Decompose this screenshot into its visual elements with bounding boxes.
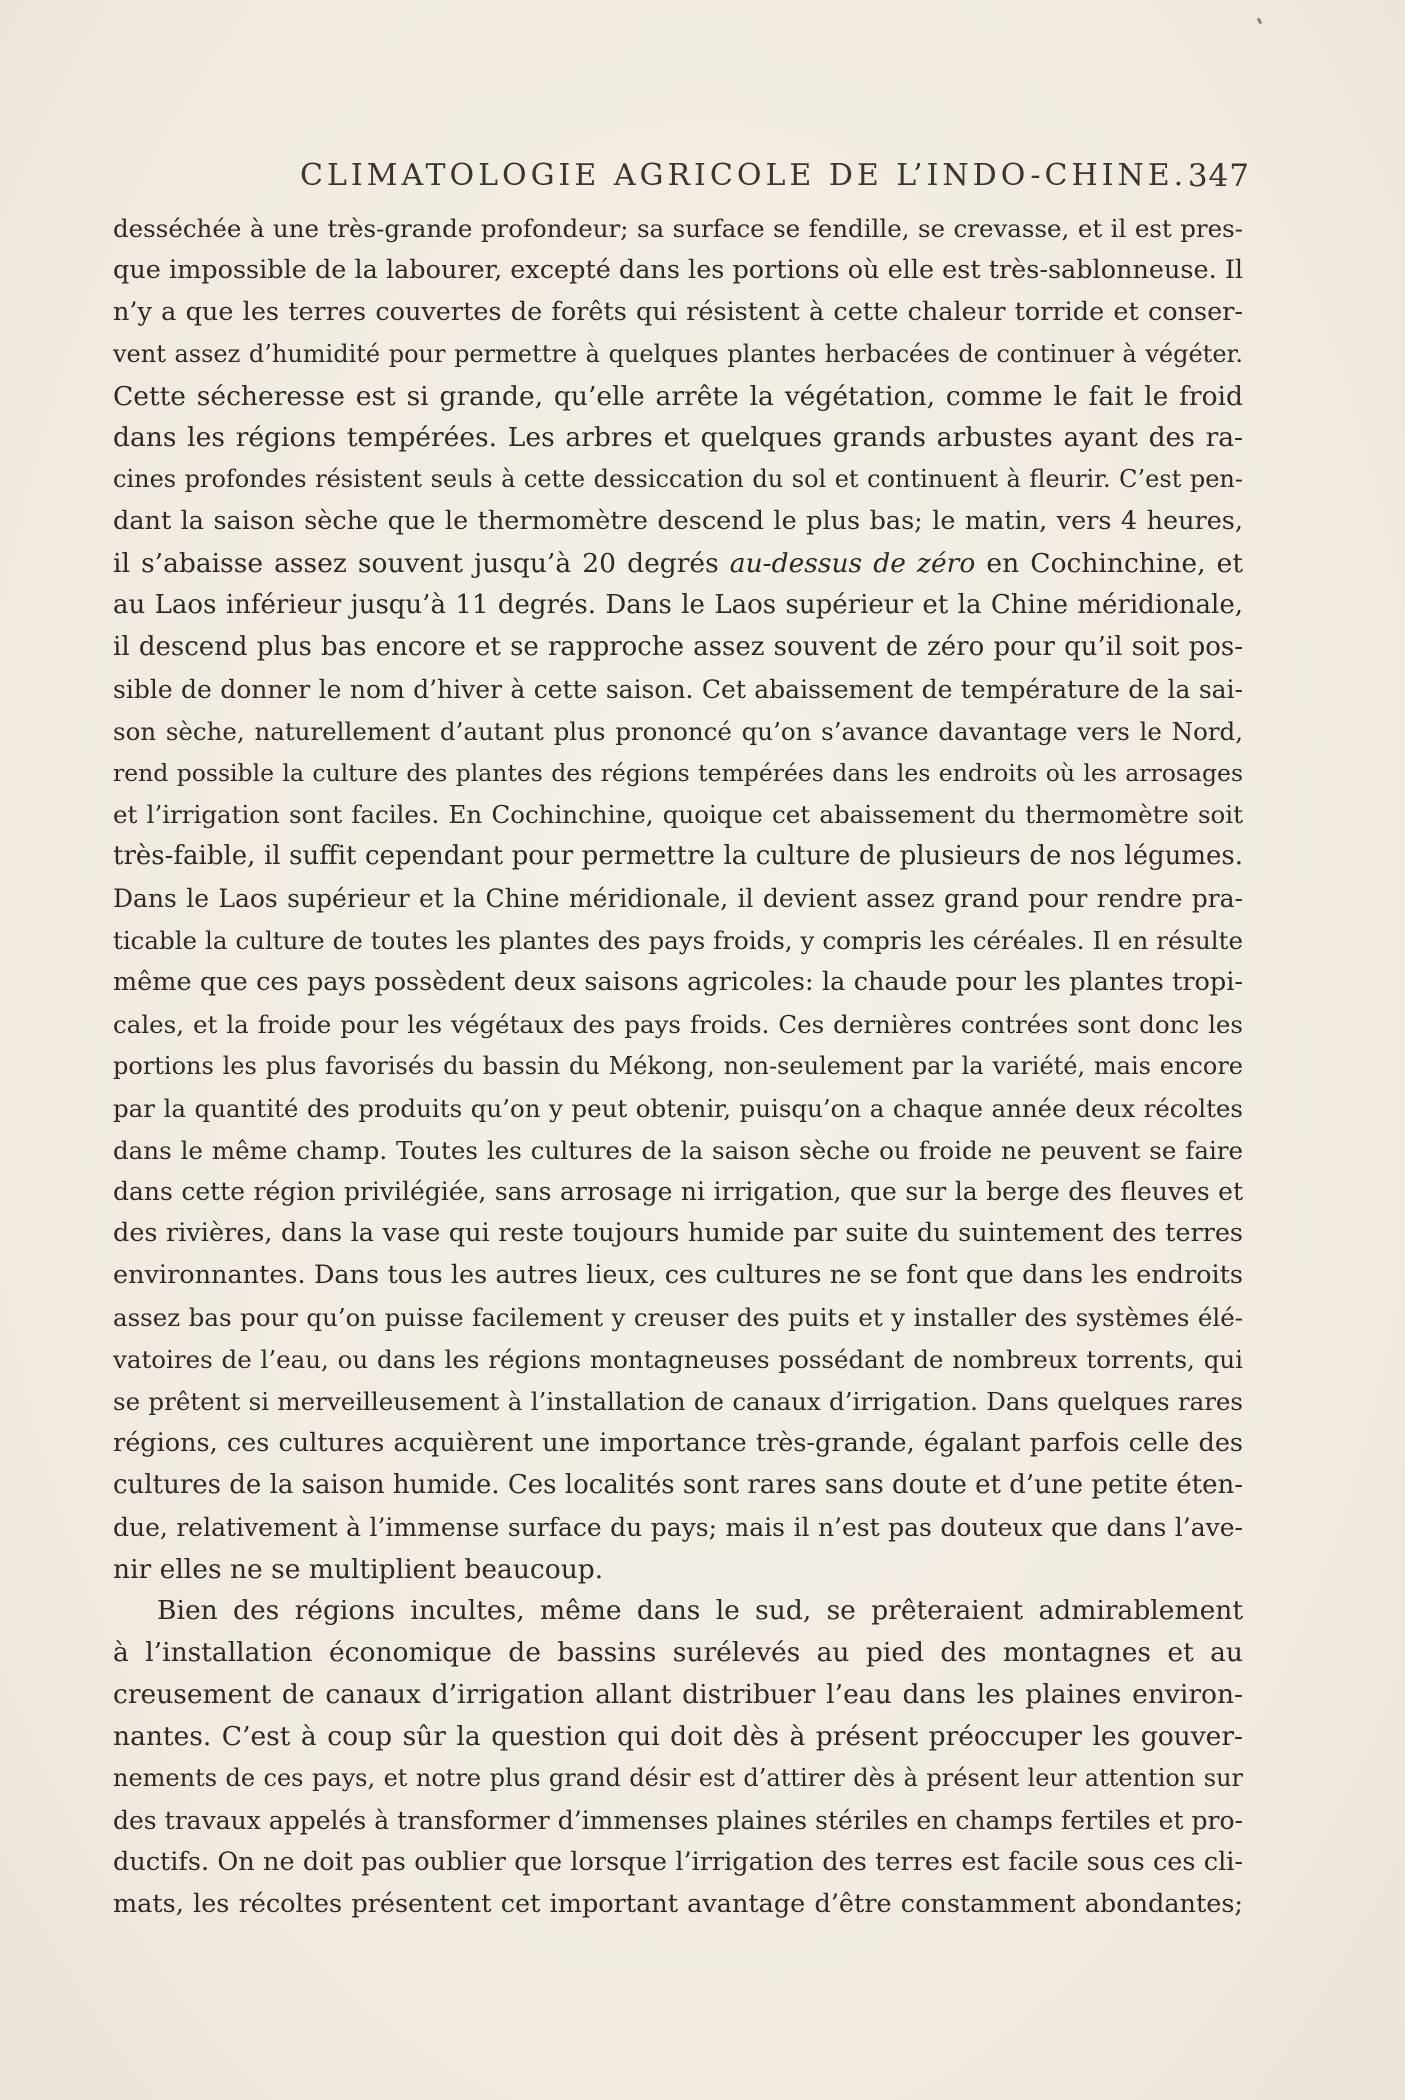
text-line: vent assez d’humidité pour permettre à quelques plantes herbacées de continuer à végéter. <box>113 339 1243 368</box>
text-line: son sèche, naturellement d’autant plus prononcé qu’on s’avance davantage vers le Nord, <box>113 716 1243 746</box>
text-line: des rivières, dans la vase qui reste toujours humide par suite du suintement des terres <box>113 1218 1243 1249</box>
text-line: même que ces pays possèdent deux saisons agricoles: la chaude pour les plantes tropi- <box>113 967 1243 998</box>
text-line: des travaux appelés à transformer d’immenses plaines stériles en champs fertiles et pro- <box>113 1805 1243 1835</box>
text-line: nements de ces pays, et notre plus grand désir est d’attirer dès à présent leur attention sur <box>113 1763 1243 1792</box>
text-line: Bien des régions incultes, même dans le sud, se prêteraient admirablement <box>157 1595 1243 1627</box>
corner-mark <box>1257 18 1263 25</box>
paragraph-2 <box>113 1590 1243 1925</box>
text-line: se prêtent si merveilleusement à l’installation de canaux d’irrigation. Dans quelques rares <box>113 1386 1243 1416</box>
text-line: nir elles ne se multiplient beaucoup. <box>113 1553 604 1585</box>
text-segment: en Cochinchine, et <box>986 548 1243 580</box>
text-line: assez bas pour qu’on puisse facilement y creuser des puits et y installer des systèmes élé- <box>113 1303 1243 1333</box>
text-line-with-italic <box>113 543 1243 585</box>
text-line: que impossible de la labourer, excepté dans les portions où elle est très-sablonneuse. Il <box>113 254 1244 285</box>
running-title: CLIMATOLOGIE AGRICOLE DE L’INDO-CHINE. <box>300 158 1188 193</box>
text-line: n’y a que les terres couvertes de forêts qui résistent à cette chaleur torride et conser- <box>113 296 1243 327</box>
text-line: portions les plus favorisés du bassin du Mékong, non-seulement par la variété, mais encore <box>113 1051 1243 1080</box>
italic-phrase: au-dessus de zéro <box>729 548 976 580</box>
text-segment: il s’abaisse assez souvent jusqu’à 20 degrés <box>113 548 719 580</box>
text-line: mats, les récoltes présentent cet important avantage d’être constamment abondantes; <box>113 1888 1243 1919</box>
text-line: Dans le Laos supérieur et la Chine méridionale, il devient assez grand pour rendre pra- <box>113 884 1243 914</box>
text-line: régions, ces cultures acquièrent une importance très-grande, égalant parfois celle des <box>113 1427 1243 1458</box>
text-line: et l’irrigation sont faciles. En Cochinchine, quoique cet abaissement du thermomètre soit <box>113 800 1243 830</box>
body-text <box>113 208 1243 1926</box>
text-line: très-faible, il suffit cependant pour permettre la culture de plusieurs de nos légumes. <box>113 841 1243 872</box>
text-line: desséchée à une très-grande profondeur; sa surface se fendille, se crevasse, et il est pres- <box>113 214 1243 243</box>
text-line: il descend plus bas encore et se rapproche assez souvent de zéro pour qu’il soit pos- <box>113 631 1243 662</box>
text-line: environnantes. Dans tous les autres lieux, ces cultures ne se font que dans les endroits <box>113 1260 1243 1291</box>
text-line: dans les régions tempérées. Les arbres et quelques grands arbustes ayant des ra- <box>113 422 1243 454</box>
text-line: dant la saison sèche que le thermomètre descend le plus bas; le matin, vers 4 heures, <box>113 506 1243 537</box>
text-line: rend possible la culture des plantes des régions tempérées dans les endroits où les arrosages <box>113 758 1243 787</box>
running-head <box>150 158 1250 198</box>
text-line: ticable la culture de toutes les plantes des pays froids, y compris les céréales. Il en résulte <box>113 926 1243 956</box>
page-number: 347 <box>1187 158 1250 194</box>
text-line: cultures de la saison humide. Ces localités sont rares sans doute et d’une petite éten- <box>113 1469 1243 1500</box>
text-line: par la quantité des produits qu’on y peut obtenir, puisqu’on a chaque année deux récoltes <box>113 1093 1243 1123</box>
text-line: au Laos inférieur jusqu’à 11 degrés. Dans le Laos supérieur et la Chine méridionale, <box>113 590 1243 621</box>
text-line: sible de donner le nom d’hiver à cette saison. Cet abaissement de température de la sai- <box>113 674 1243 704</box>
text-line: Cette sécheresse est si grande, qu’elle arrête la végétation, comme le fait le froid <box>113 380 1243 412</box>
text-line: nantes. C’est à coup sûr la question qui doit dès à présent préoccuper les gouver- <box>113 1721 1243 1753</box>
text-line: ductifs. On ne doit pas oublier que lorsque l’irrigation des terres est facile sous ces cli- <box>113 1846 1243 1877</box>
text-line: vatoires de l’eau, ou dans les régions montagneuses possédant de nombreux torrents, qui <box>113 1345 1243 1375</box>
text-line: dans cette région privilégiée, sans arrosage ni irrigation, que sur la berge des fleuves et <box>113 1177 1243 1207</box>
text-line: creusement de canaux d’irrigation allant distribuer l’eau dans les plaines environ- <box>113 1679 1243 1711</box>
text-line: cines profondes résistent seuls à cette dessiccation du sol et continuent à fleurir. C’est pen- <box>113 465 1243 494</box>
text-line: cales, et la froide pour les végétaux des pays froids. Ces dernières contrées sont donc les <box>113 1009 1243 1039</box>
paragraph-1 <box>113 208 1243 1590</box>
text-line: dans le même champ. Toutes les cultures de la saison sèche ou froide ne peuvent se faire <box>113 1135 1243 1165</box>
text-line: due, relativement à l’immense surface du pays; mais il n’est pas douteux que dans l’ave- <box>113 1512 1243 1542</box>
text-line: à l’installation économique de bassins surélevés au pied des montagnes et au <box>113 1637 1243 1669</box>
